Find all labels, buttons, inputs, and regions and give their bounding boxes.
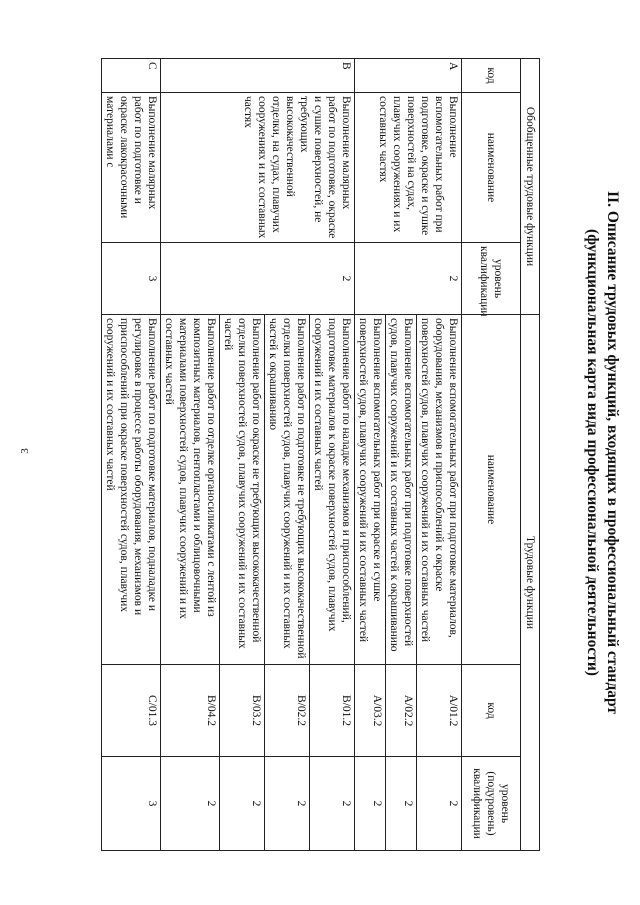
tf-name-cell: Выполнение вспомогательных работ при подготовке материалов, оборудования, механизмов и приспособлений к окраске поверхностей судов, плавучих сооружений и их составных частей — [417, 315, 462, 665]
tf-level-cell: 2 — [265, 757, 310, 851]
functional-map-table — [101, 58, 540, 851]
gen-code-cell: C — [102, 59, 161, 93]
table-row — [102, 59, 161, 851]
tf-name-cell: Выполнение работ по подготовке не требующих высококачественной отделки поверхностей судов, плавучих сооружений и их составных частей к окрашиванию — [265, 315, 310, 665]
tf-code-cell: B/04.2 — [161, 665, 220, 757]
header-tf-code: код — [462, 665, 521, 757]
table-row — [417, 59, 462, 851]
tf-name-cell: Выполнение работ по окраске не требующих высококачественной отделки поверхностей судов, плавучих сооружений и их составных частей — [220, 315, 265, 665]
tf-level-cell: 2 — [417, 757, 462, 851]
section-title — [582, 0, 622, 905]
tf-level-cell: 2 — [161, 757, 220, 851]
gen-name-cell: Выполнение вспомогательных работ при подготовке, окраске и сушке поверхностей на судах, плавучих сооружениях и их составных частях — [355, 93, 462, 243]
title-line-2: (функциональная карта вида профессиональной деятельности) — [584, 229, 601, 676]
header-labor: Трудовые функции — [521, 315, 540, 851]
tf-code-cell: B/02.2 — [265, 665, 310, 757]
tf-level-cell: 3 — [102, 757, 161, 851]
tf-level-cell: 2 — [310, 757, 355, 851]
header-code: код — [462, 59, 521, 93]
gen-name-cell: Выполнение малярных работ по подготовке, окраске и сушке поверхностей, не требующих высококачественной отделки, на судах, плавучих сооружениях и их составных частях — [161, 93, 355, 243]
gen-code-cell: B — [161, 59, 355, 93]
tf-name-cell: Выполнение работ по подготовке материалов, подналадке и регулировке в процессе работы оборудования, механизмов и приспособлений при окраске поверхностей судов, плавучих сооружений и их составных частей — [102, 315, 161, 665]
header-level: уровень квалификации — [462, 243, 521, 315]
tf-level-cell: 2 — [386, 757, 417, 851]
gen-name-cell: Выполнение малярных работ по подготовке и окраске лакокрасочными материалами с — [102, 93, 161, 243]
gen-code-cell: A — [355, 59, 462, 93]
tf-code-cell: B/03.2 — [220, 665, 265, 757]
header-generalized: Обобщенные трудовые функции — [521, 59, 540, 315]
tf-name-cell: Выполнение работ по отделке органосиликатами с лентой из композитных материалов, пентопластами и облицовочными материалами поверхностей судов, плавучих сооружений и их составных частей — [161, 315, 220, 665]
title-line-1: II. Описание трудовых функций, входящих в профессиональный стандарт — [604, 191, 621, 714]
gen-level-cell: 2 — [161, 243, 355, 315]
tf-level-cell: 2 — [220, 757, 265, 851]
tf-code-cell: A/01.2 — [417, 665, 462, 757]
tf-name-cell: Выполнение вспомогательных работ при подготовке поверхностей судов, плавучих сооружений и их составных частей к окрашиванию — [386, 315, 417, 665]
tf-level-cell: 2 — [355, 757, 386, 851]
page-number: 3 — [18, 448, 31, 454]
gen-level-cell: 2 — [355, 243, 462, 315]
tf-code-cell: A/03.2 — [355, 665, 386, 757]
gen-level-cell: 3 — [102, 243, 161, 315]
header-tf-level: уровень (подуровень) квалификации — [462, 757, 521, 851]
tf-name-cell: Выполнение вспомогательных работ при окраске и сушке поверхностей судов, плавучих сооружений и их составных частей — [355, 315, 386, 665]
tf-name-cell: Выполнение работ по наладке механизмов и приспособлений, подготовке материалов к окраске поверхностей судов, плавучих сооружений и их составных частей — [310, 315, 355, 665]
table-row — [310, 59, 355, 851]
tf-code-cell: A/02.2 — [386, 665, 417, 757]
tf-code-cell: B/01.2 — [310, 665, 355, 757]
tf-code-cell: C/01.3 — [102, 665, 161, 757]
header-tf-name: наименование — [462, 315, 521, 665]
header-name: наименование — [462, 93, 521, 243]
